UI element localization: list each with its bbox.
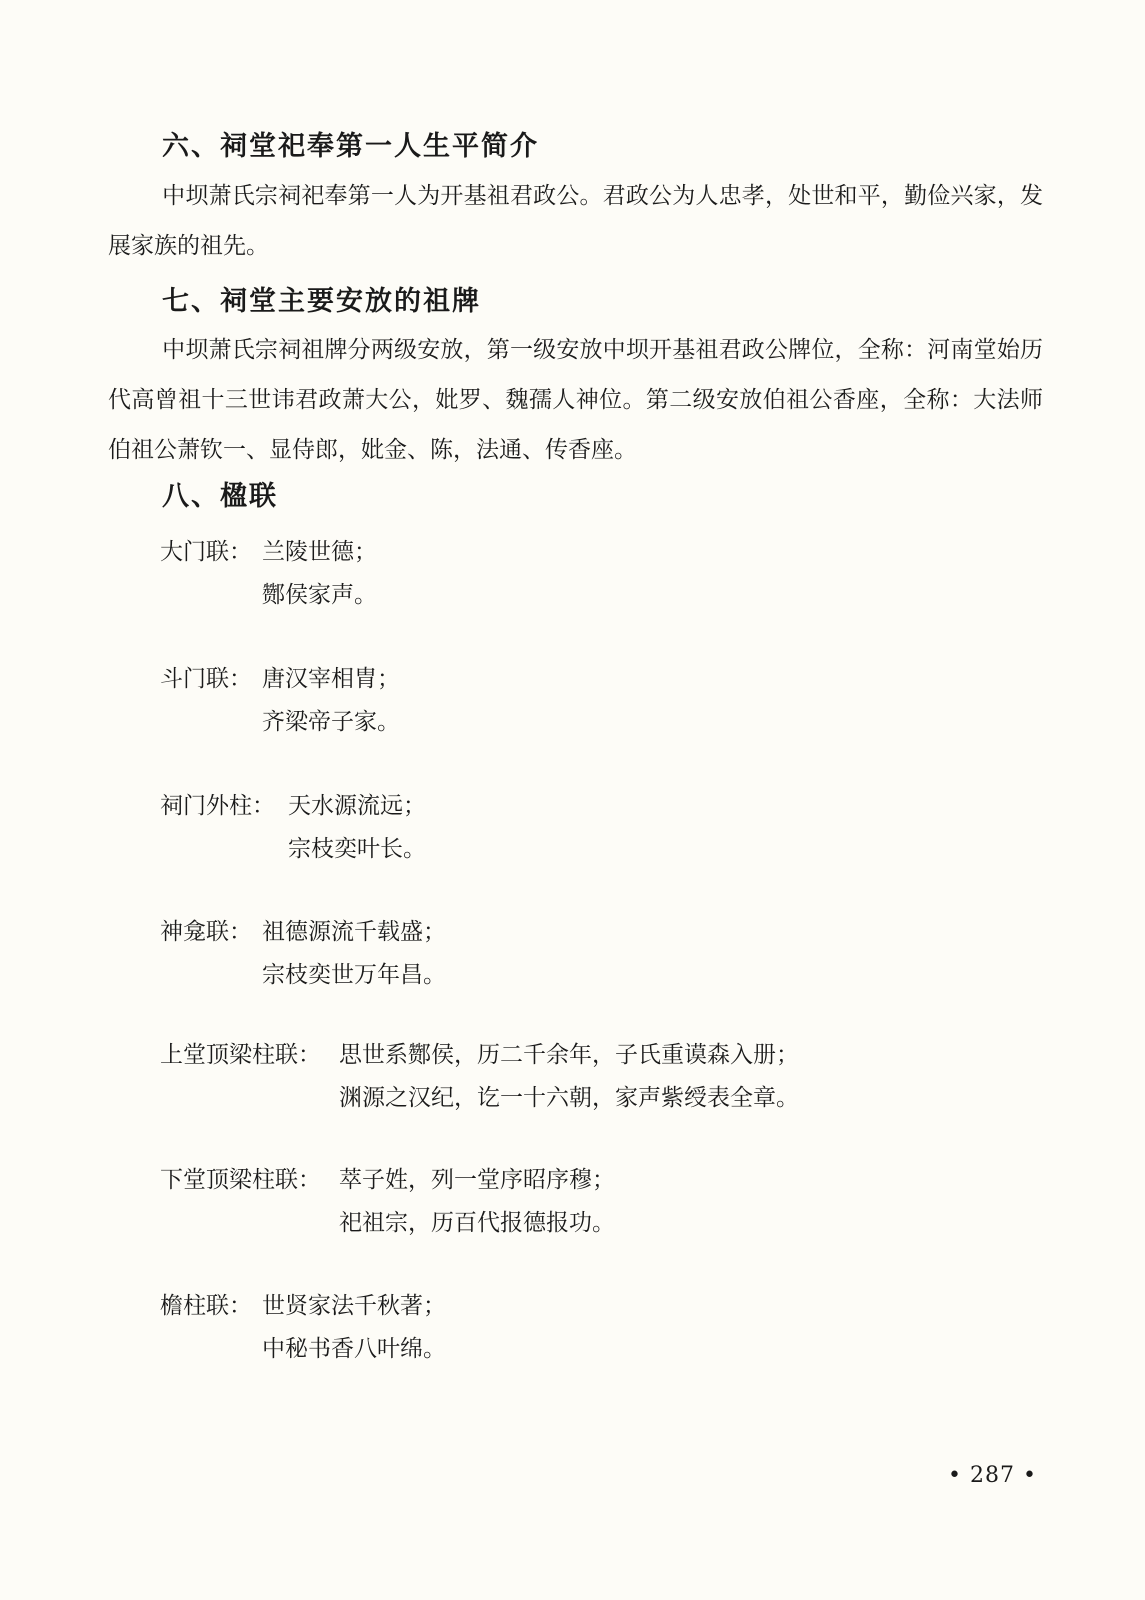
couplet-line-lower: 祀祖宗，历百代报德报功。 — [339, 1210, 615, 1236]
couplet-line-lower: 渊源之汉纪，讫一十六朝，家声紫绶表全章。 — [339, 1085, 799, 1111]
section-paragraph-7 — [108, 325, 1043, 475]
couplet-line-lower: 宗枝奕世万年昌。 — [262, 962, 446, 988]
couplet-label: 神龛联： — [160, 919, 252, 945]
couplet-line-upper: 祖德源流千载盛； — [262, 919, 446, 945]
section-heading-8: 八、楹联 — [162, 481, 278, 512]
couplet-label: 斗门联： — [160, 666, 252, 692]
couplet-label: 下堂顶梁柱联： — [160, 1167, 321, 1193]
section-paragraph-6-text: 中坝萧氏宗祠祀奉第一人为开基祖君政公。君政公为人忠孝，处世和平，勤俭兴家，发展家族的祖先。 — [108, 183, 1043, 259]
section-heading-7: 七、祠堂主要安放的祖牌 — [162, 286, 481, 317]
couplet-line-upper: 兰陵世德； — [262, 539, 377, 565]
couplet-label: 檐柱联： — [160, 1293, 252, 1319]
section-paragraph-6 — [108, 171, 1043, 271]
couplet-line-upper: 唐汉宰相胄； — [262, 666, 400, 692]
couplet-line-upper: 萃子姓，列一堂序昭序穆； — [339, 1167, 615, 1193]
couplet-line-lower: 中秘书香八叶绵。 — [262, 1336, 446, 1362]
couplet-label: 大门联： — [160, 539, 252, 565]
couplet-line-upper: 思世系酂侯，历二千余年，子氏重谟森入册； — [339, 1042, 799, 1068]
couplet-line-lower: 齐梁帝子家。 — [262, 709, 400, 735]
couplet-line-lower: 酂侯家声。 — [262, 582, 377, 608]
page-number: • 287 • — [948, 1463, 1037, 1488]
couplet-line-lower: 宗枝奕叶长。 — [288, 836, 426, 862]
couplet-line-upper: 世贤家法千秋著； — [262, 1293, 446, 1319]
couplet-label: 上堂顶梁柱联： — [160, 1042, 321, 1068]
section-paragraph-7-text: 中坝萧氏宗祠祖牌分两级安放，第一级安放中坝开基祖君政公牌位，全称：河南堂始历代高曾祖十三世讳君政萧大公，妣罗、魏孺人神位。第二级安放伯祖公香座，全称：大法师伯祖公萧钦一、显侍郎，妣金、陈，法通、传香座。 — [108, 337, 1043, 463]
couplet-line-upper: 天水源流远； — [288, 793, 426, 819]
section-heading-6: 六、祠堂祀奉第一人生平简介 — [162, 131, 539, 162]
couplet-label: 祠门外柱： — [160, 793, 275, 819]
